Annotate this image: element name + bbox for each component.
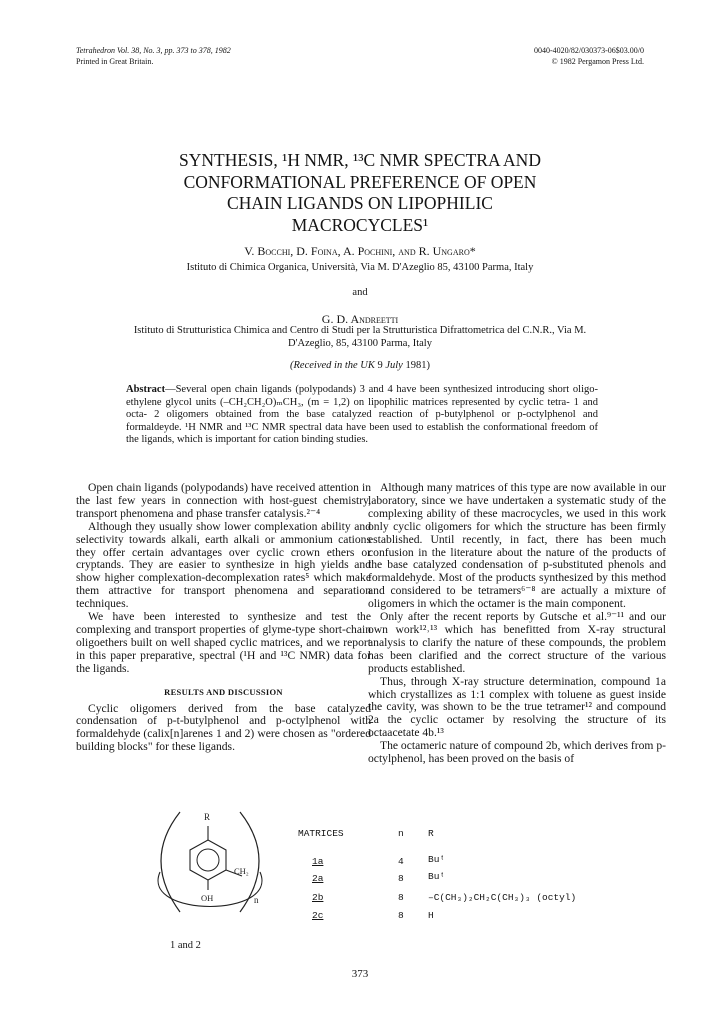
compound-r: H [428, 910, 434, 921]
title-line: SYNTHESIS, ¹H NMR, ¹³C NMR SPECTRA AND [179, 150, 541, 170]
benzene-ring [190, 840, 226, 880]
compound-n: 4 [398, 856, 404, 867]
structure-caption: 1 and 2 [170, 940, 201, 951]
received-month: July [385, 360, 403, 371]
paragraph: Thus, through X-ray structure determination, compound 1a which crystallizes as 1:1 complex with toluene as guest inside the cavity, was shown to be the true tetramer¹² and compound 2a the cyclic octamer by resolving the structure of its octaacetate 4b.¹³ [368, 674, 666, 740]
paragraph: Open chain ligands (polypodands) have received attention in the last few years in connection with host-guest chemistry, transport phenomena and phase transfer catalysis.²⁻⁴ [76, 481, 371, 520]
page-number: 373 [351, 968, 369, 980]
affiliation-2-line: D'Azeglio, 85, 43100 Parma, Italy [288, 337, 432, 349]
issn-code: 0040-4020/82/030373-06$03.00/0 [534, 46, 644, 55]
author-group-2: G. D. Andreetti [321, 312, 399, 326]
title-line: CHAIN LIGANDS ON LIPOPHILIC [227, 193, 493, 213]
struct-oh-label: OH [201, 893, 214, 903]
compound-id: 2c [312, 910, 324, 921]
affiliation-2 [60, 325, 660, 350]
calixarene-structure-diagram [140, 800, 280, 960]
struct-ch2-label: CH₂ [234, 866, 249, 876]
paragraph: Although they usually show lower complexation ability and selectivity towards alkali, earth alkali or ammonium cations they offer certain advantages over cyclic crown ethers or cryptands. They are easier to synthesize in high yields and show higher complexation-decomplexation rates⁵ which make them attractive for transport phenomena and separation techniques. [76, 519, 371, 611]
copyright: © 1982 Pergamon Press Ltd. [551, 57, 644, 66]
abstract-text: —Several open chain ligands (polypodands) 3 and 4 have been synthesized introducing short oligo-ethylene glycol units (–CH₂CH₂O)ₘCH₃, (m = 1,2) on lipophilic matrices represented by cyclic tetra- 1 and octa- 2 oligomers obtained from the base catalyzed reaction of p-butylphenol or p-octylphenol and formaldeyde. ¹H NMR and ¹³C NMR spectral data have been used to establish the conformational freedom of the ligands, which is important for cation binding studies. [126, 384, 598, 446]
received-suffix: 1981) [402, 360, 430, 371]
compound-id: 2a [312, 873, 324, 884]
compound-n: 8 [398, 892, 404, 903]
left-bracket [161, 812, 180, 912]
received-place: UK [360, 360, 375, 371]
paragraph: The octameric nature of compound 2b, which derives from p-octylphenol, has been proved on the basis of [368, 739, 666, 766]
struct-n-label: n [254, 895, 259, 905]
struct-r-label: R [204, 812, 211, 822]
compound-id: 2b [312, 892, 324, 903]
title-line: MACROCYCLES¹ [291, 214, 429, 235]
paragraph: We have been interested to synthesize and test the complexing and transport properties of glyme-type short-chain oligoethers built on well shaped cyclic matrices, and we report in this paper preparative, spectral (¹H and ¹³C NMR) data for the ligands. [76, 610, 371, 675]
received-date [100, 360, 620, 371]
compound-n: 8 [398, 910, 404, 921]
compound-r: –C(CH₃)₂CH₂C(CH₃)₃ (octyl) [428, 892, 577, 903]
compound-id: 1a [312, 856, 324, 867]
compound-r: Buᵗ [428, 871, 446, 882]
r-header: R [428, 828, 434, 839]
affiliation-1: Istituto di Chimica Organica, Università, Via M. D'Azeglio 85, 43100 Parma, Italy [186, 262, 534, 273]
matrices-header: MATRICES [298, 828, 344, 839]
title-line: CONFORMATIONAL PREFERENCE OF OPEN [183, 171, 537, 192]
journal-citation: Tetrahedron Vol. 38, No. 3, pp. 373 to 378, 1982 [76, 46, 231, 55]
author-block [100, 244, 620, 327]
running-header-left [76, 45, 231, 67]
author-group-1: V. Bocchi, D. Foina, A. Pochini, and R. Ungaro* [244, 244, 476, 258]
section-heading: RESULTS AND DISCUSSION [164, 686, 283, 697]
paper-title [100, 150, 620, 236]
left-column [76, 482, 371, 754]
affiliation-2-line: Istituto di Strutturistica Chimica and Centro di Studi per la Strutturistica Difrattometrica del C.N.R., Via M. [133, 325, 587, 336]
paragraph: Only after the recent reports by Gutsche et al.⁹⁻¹¹ and our own work¹²˒¹³ which has benefitted from X-ray structural analysis to clarify the nature of these compounds, the problem has been clarified and the correct structure of the various products established. [368, 610, 666, 675]
abstract-label: Abstract [126, 384, 166, 395]
right-column [368, 482, 666, 766]
abstract [126, 384, 598, 447]
received-day: 9 [374, 360, 386, 371]
compound-r: Buᵗ [428, 854, 446, 865]
compound-n: 8 [398, 873, 404, 884]
paragraph: Although many matrices of this type are now available in our laboratory, since we have undertaken a systematic study of the complexing ability of these macrocycles, we used in this work only cyclic oligomers for which the structure has been firmly established. Until recently, in fact, there has been much confusion in the literature about the nature of the products of the base catalyzed condensation of p-substituted phenols and formaldehyde. Most of the products synthesized by this method and considered to be tetramers⁶⁻⁸ are actually a mixture of oligomers in which the octamer is the main component. [368, 481, 666, 611]
received-prefix: (Received in the [290, 360, 361, 371]
and-separator: and [352, 287, 368, 298]
paragraph: Cyclic oligomers derived from the base catalyzed condensation of p-t-butylphenol and p-octylphenol with formaldehyde (calix[n]arenes 1 and 2) were chosen as "ordered building blocks" for these ligands. [76, 701, 371, 754]
printed-in: Printed in Great Britain. [76, 57, 154, 66]
aromatic-circle [197, 849, 219, 871]
n-header: n [398, 828, 404, 839]
running-header-right [534, 45, 644, 67]
